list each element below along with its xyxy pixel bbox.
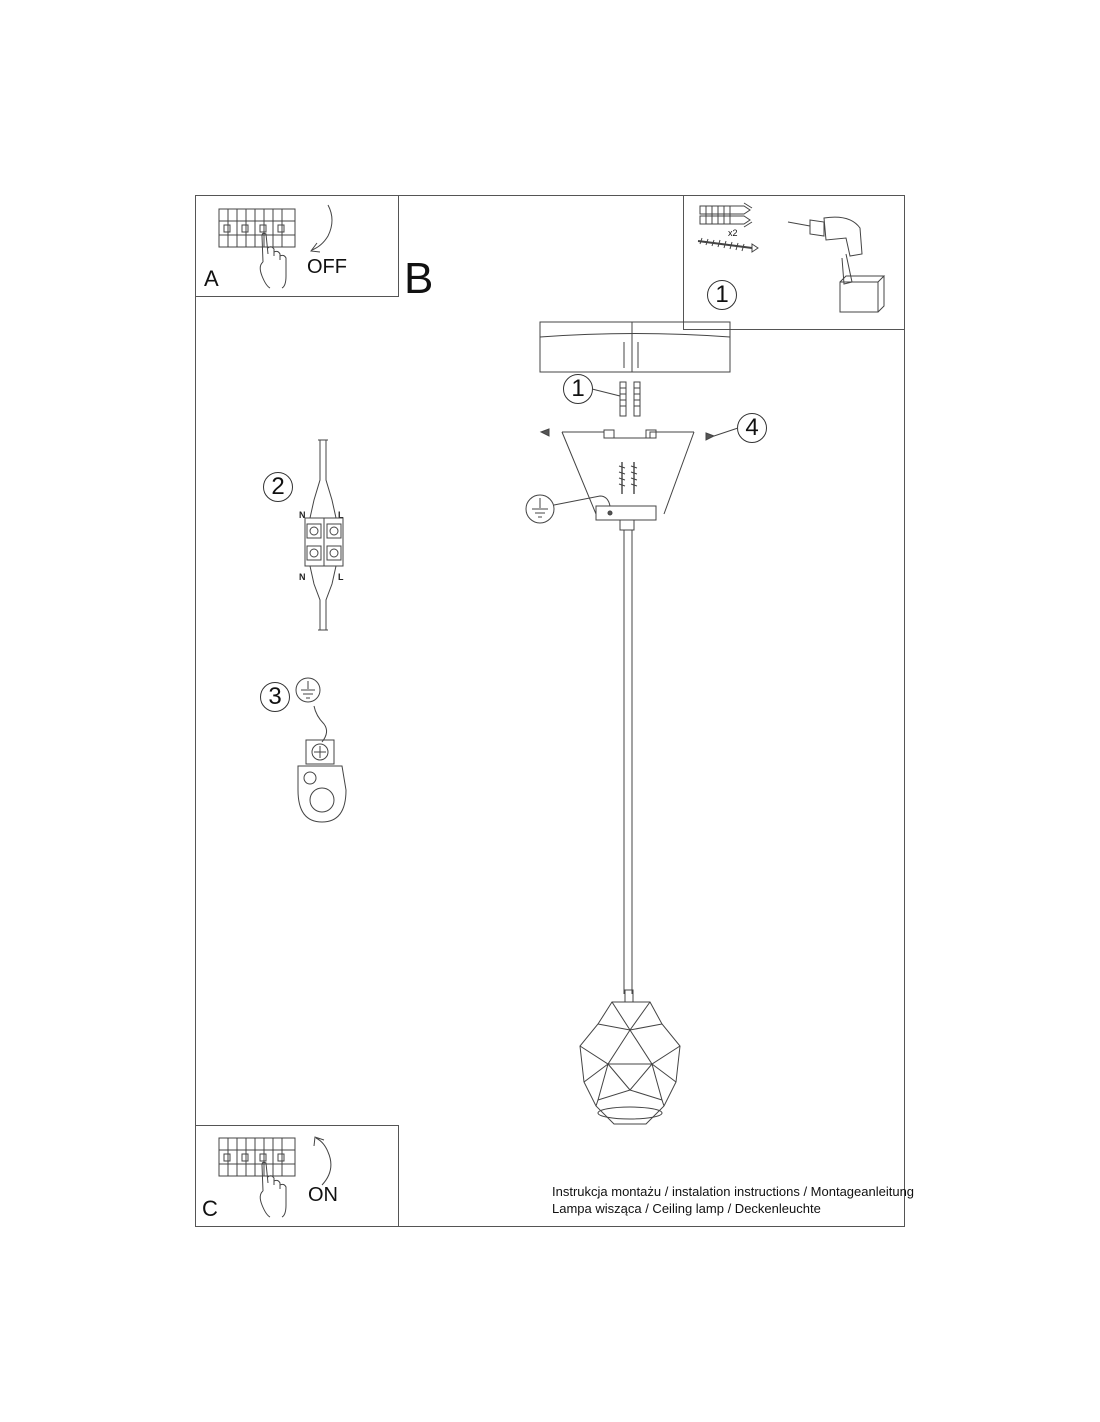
ground-symbol-icon xyxy=(526,495,610,523)
off-label: OFF xyxy=(307,256,347,278)
neutral-label-top: N xyxy=(299,510,306,520)
screw-icon xyxy=(619,462,637,494)
drill-icon xyxy=(788,217,884,312)
screw-icon xyxy=(698,238,758,252)
canopy-icon xyxy=(596,506,656,530)
wall-plug-icon xyxy=(592,382,640,416)
wall-plug-icon xyxy=(700,203,752,227)
caption-line-1: Instrukcja montażu / instalation instructions / Montageanleitung xyxy=(552,1184,915,1199)
ground-symbol-icon xyxy=(296,678,320,702)
terminal-block-icon xyxy=(305,440,343,630)
lamp-shade-icon xyxy=(580,1002,680,1124)
panel-c-label: C xyxy=(202,1196,218,1221)
arrow-down-icon xyxy=(311,205,332,252)
step-1-tools-badge: 1 xyxy=(707,280,737,310)
pendant-cable-icon xyxy=(624,530,633,1002)
mounting-bracket-icon xyxy=(541,428,738,514)
step-3-badge: 3 xyxy=(260,682,290,712)
breaker-panel-icon xyxy=(219,209,295,247)
step-4-badge: 4 xyxy=(737,413,767,443)
neutral-label-bottom: N xyxy=(299,572,306,582)
arrow-up-icon xyxy=(314,1137,331,1185)
panel-a-label: A xyxy=(204,266,219,291)
step-2-badge: 2 xyxy=(263,472,293,502)
step-1-badge: 1 xyxy=(563,374,593,404)
quantity-label: x2 xyxy=(728,228,738,238)
live-label-top: L xyxy=(338,510,344,520)
on-label: ON xyxy=(308,1184,338,1206)
panel-b-label: B xyxy=(404,254,434,303)
breaker-panel-icon xyxy=(219,1138,295,1176)
live-label-bottom: L xyxy=(338,572,344,582)
ceiling-icon xyxy=(540,322,730,372)
caption-line-2: Lampa wisząca / Ceiling lamp / Deckenleuchte xyxy=(552,1201,821,1216)
ground-clamp-icon xyxy=(298,706,346,822)
